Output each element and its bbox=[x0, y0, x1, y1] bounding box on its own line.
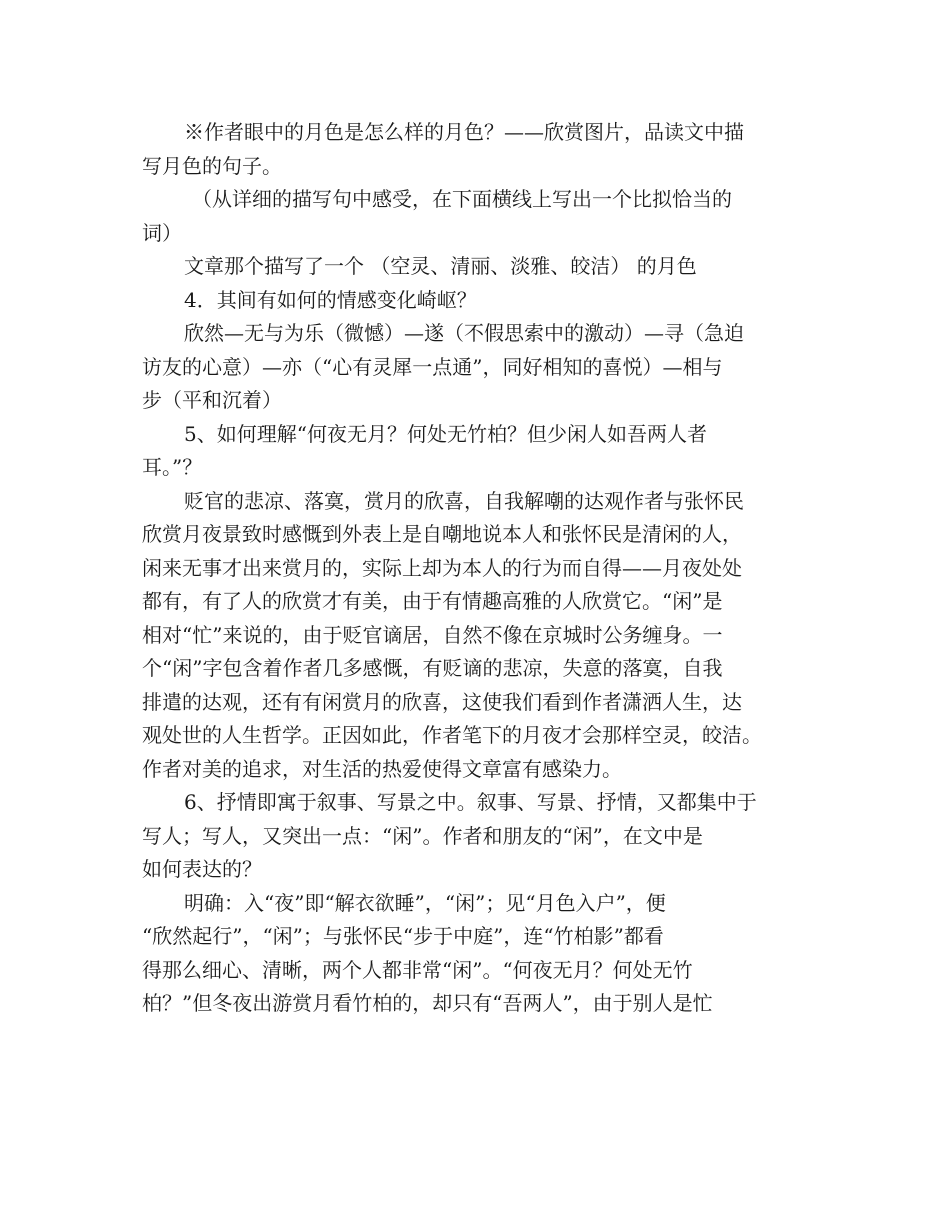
text-line: 如何表达的？ bbox=[142, 857, 262, 881]
text-line: 得那么细心、清晰，两个人都非常“闲”。“何夜无月？何处无竹 bbox=[142, 957, 693, 982]
text-line: （从详细的描写句中感受，在下面横线上写出一个比拟恰当的 bbox=[192, 187, 732, 211]
text-line: 耳。”？ bbox=[142, 455, 203, 479]
text-line: 都有，有了人的欣赏才有美，由于有情趣高雅的人欣赏它。“闲”是 bbox=[142, 589, 723, 613]
text-line: 词） bbox=[142, 220, 182, 245]
text-line: 6、抒情即寓于叙事、写景之中。叙事、写景、抒情，又都集中于 bbox=[184, 790, 757, 814]
text-line: 5、如何理解“何夜无月？何处无竹柏？但少闲人如吾两人者 bbox=[184, 421, 707, 446]
text-line: 贬官的悲凉、落寞，赏月的欣喜，自我解嘲的达观作者与张怀民 bbox=[184, 488, 744, 513]
text-line: 作者对美的追求，对生活的热爱使得文章富有感染力。 bbox=[142, 756, 622, 781]
text-line: 个“闲”字包含着作者几多感慨，有贬谪的悲凉，失意的落寞，自我 bbox=[142, 656, 723, 680]
text-line: 步（平和沉着） bbox=[142, 388, 282, 412]
text-line: 欣赏月夜景致时感慨到外表上是自嘲地说本人和张怀民是清闲的人， bbox=[142, 522, 742, 546]
text-line: 4．其间有如何的情感变化崎岖？ bbox=[184, 287, 477, 312]
text-line: 相对“忙”来说的，由于贬官谪居，自然不像在京城时公务缠身。一 bbox=[142, 622, 723, 647]
text-line: ※作者眼中的月色是怎么样的月色？——欣赏图片，品读文中描 bbox=[184, 120, 744, 144]
text-line: 柏？”但冬夜出游赏月看竹柏的，却只有“吾两人”，由于别人是忙 bbox=[142, 991, 713, 1015]
text-line: “欣然起行”，“闲”；与张怀民“步于中庭”，连“竹柏影”都看 bbox=[142, 924, 664, 948]
text-line: 闲来无事才出来赏月的，实际上却为本人的行为而自得——月夜处处 bbox=[142, 555, 742, 580]
text-line: 观处世的人生哲学。正因如此，作者笔下的月夜才会那样空灵，皎洁。 bbox=[142, 723, 762, 747]
text-line: 排遣的达观，还有有闲赏月的欣喜，这使我们看到作者潇洒人生，达 bbox=[142, 689, 742, 714]
text-line: 明确：入“夜”即“解衣欲睡”，“闲”；见“月色入户”，便 bbox=[184, 890, 666, 915]
text-line: 访友的心意）—亦（“心有灵犀一点通”，同好相知的喜悦）—相与 bbox=[142, 354, 723, 379]
text-line: 写月色的句子。 bbox=[142, 153, 282, 178]
document-body bbox=[142, 116, 814, 1021]
text-line: 文章那个描写了一个 （空灵、清丽、淡雅、皎洁） 的月色 bbox=[184, 254, 697, 278]
text-line: 写人；写人，又突出一点：“闲”。作者和朋友的“闲”，在文中是 bbox=[142, 823, 703, 848]
text-line: 欣然—无与为乐（微憾）—遂（不假思索中的激动）—寻（急迫 bbox=[184, 321, 744, 345]
